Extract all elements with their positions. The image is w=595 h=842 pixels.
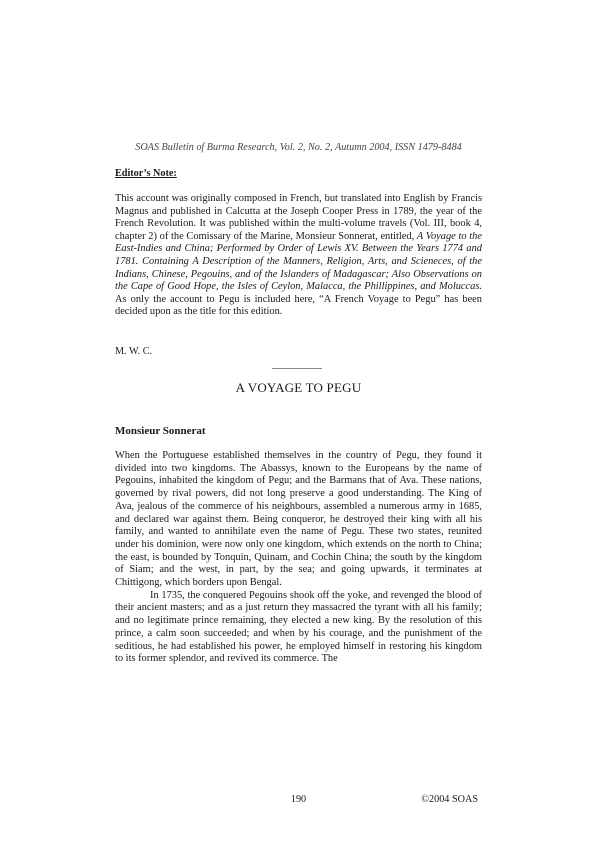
article-body	[115, 450, 482, 666]
article-author: Monsieur Sonnerat	[115, 425, 206, 437]
article-paragraph-1: When the Portuguese established themselves in the country of Pegu, they found it divided into two kingdoms. The Abassys, known to the Europeans by the name of Pegouins, inhabited the kingdom of Pegu; and the Barmans that of Ava. These nations, governed by rival powers, did not long preserve a good understanding. The King of Ava, jealous of the commerce of his neighbours, assembled a numerous army in 1685, and declared war against them. Being conqueror, he destroyed their king with all his family, and wanted to annihilate even the name of Pegu. These two states, reunited under his dominion, were now only one kingdom, which extends on the north to China; the east, is bounded by Tonquin, Quinam, and Cochin China; the south by the kingdom of Siam; and the west, in part, by the sea; and going upwards, it terminates at Chittigong, which borders upon Bengal.	[115, 450, 482, 589]
editors-note-body	[115, 193, 482, 319]
journal-header: SOAS Bulletin of Burma Research, Vol. 2, No. 2, Autumn 2004, ISSN 1479-8484	[135, 142, 462, 153]
document-page	[115, 0, 482, 842]
article-title: A VOYAGE TO PEGU	[235, 380, 362, 395]
original-book-title: A Voyage to the East-Indies and China; Performed by Order of Lewis XV. Between the Years 1774 and 1781. Containing A Description of the Manners, Religion, Arts, and Scieneces, of the Indians, Chinese, Pegouins, and of the Islanders of Madagascar; Also Observations on the Cape of Good Hope, the Isles of Ceylon, Malacca, the Phillippines, and Moluccas.	[115, 230, 482, 293]
editor-initials: M. W. C.	[115, 346, 153, 357]
editors-note-text-part-2: As only the account to Pegu is included here, “A French Voyage to Pegu” has been decided upon as the title for this edition.	[115, 293, 482, 318]
section-divider	[272, 368, 322, 369]
page-number: 190	[290, 794, 307, 805]
editors-note-heading: Editor’s Note:	[115, 168, 177, 179]
editors-note-text-part-1: This account was originally composed in French, but translated into English by Francis Magnus and published in Calcutta at the Joseph Cooper Press in 1789, the year of the French Revolution. It was published within the multi-volume travels (Vol. III, book 4, chapter 2) of the Comissary of the Marine, Monsieur Sonnerat, entitled,	[115, 193, 482, 242]
copyright-notice: ©2004 SOAS	[421, 794, 478, 805]
article-paragraph-2: In 1735, the conquered Pegouins shook off the yoke, and revenged the blood of their ancient masters; and as a just return they massacred the tyrant with all his family; and no legitimate prince remaining, they elected a new king. By the resolution of this prince, a calm soon succeeded; and when by his courage, and the punishment of the seditious, he had established his power, he employed himself in restoring his kingdom to its former splendor, and revived its commerce. The	[115, 589, 482, 665]
